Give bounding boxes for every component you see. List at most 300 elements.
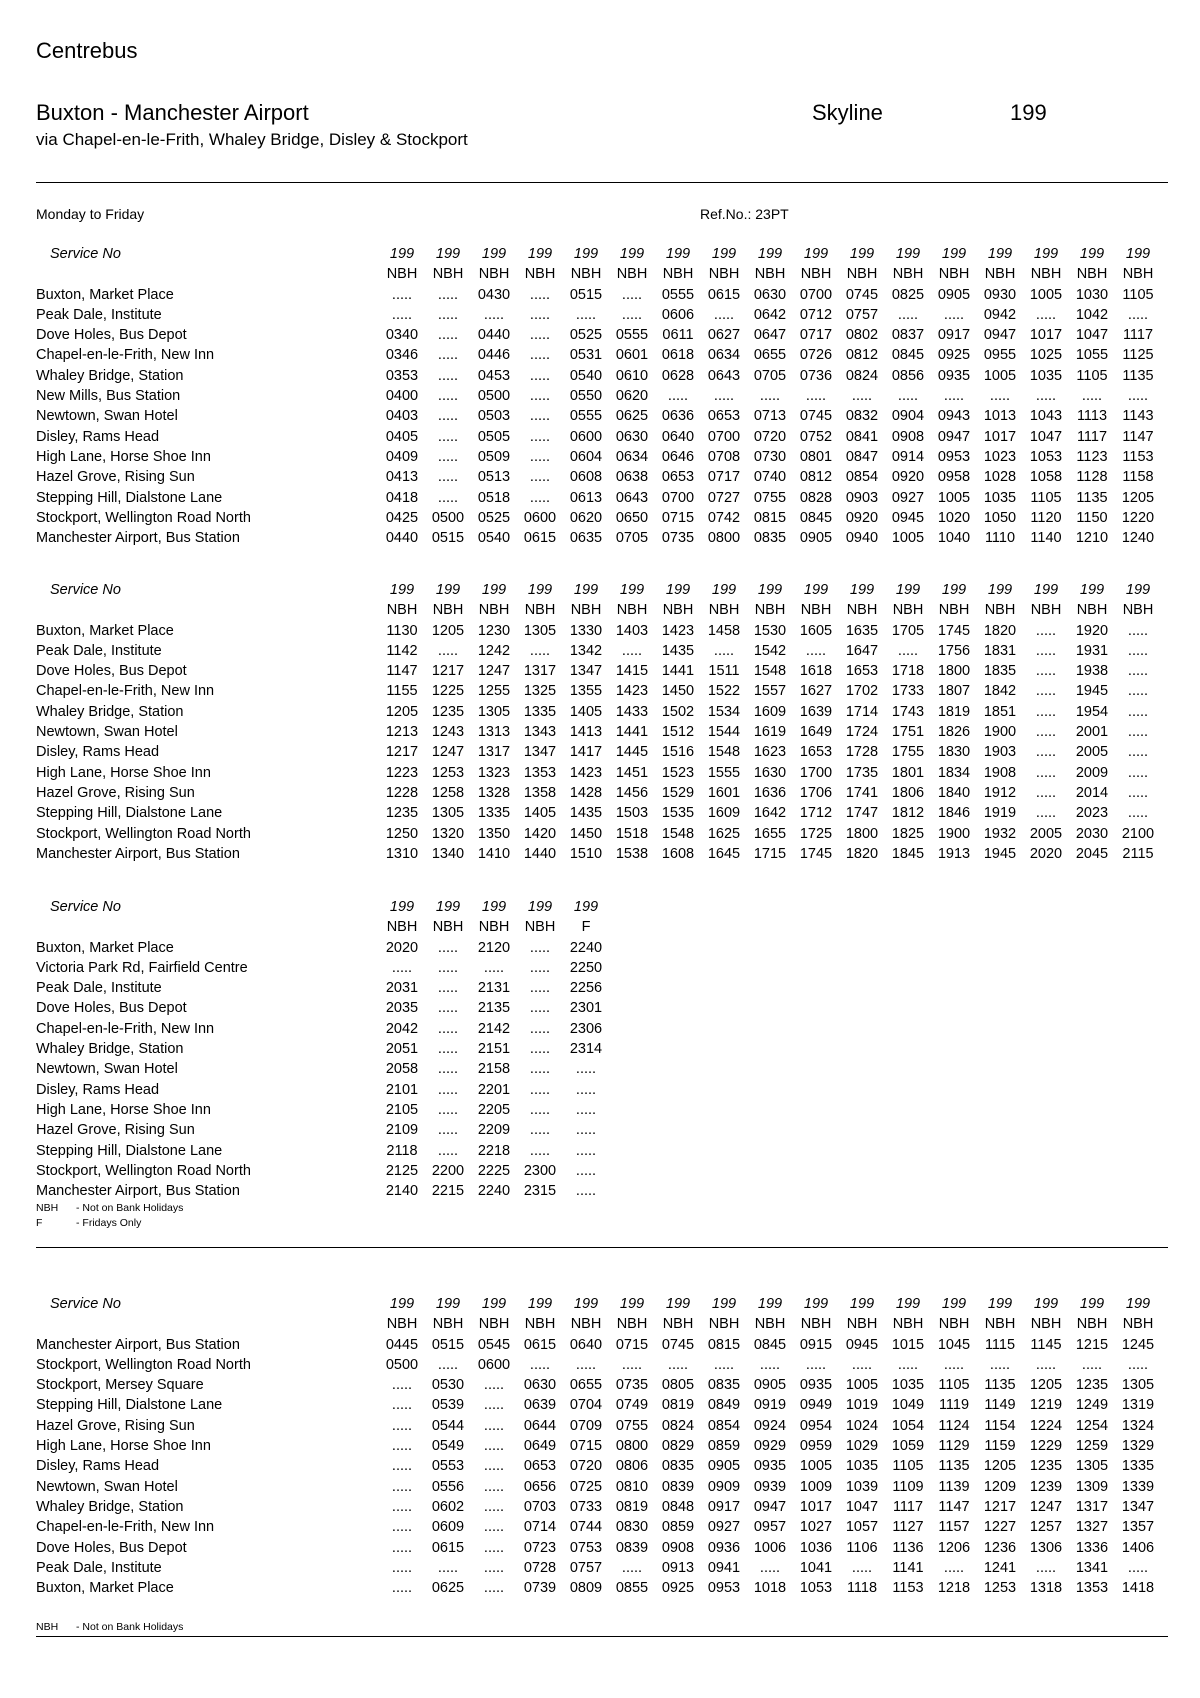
service-note: NBH [846,266,878,283]
time-cell: ..... [529,1000,551,1017]
service-note: NBH [432,602,464,619]
time-cell: 0717 [799,327,833,344]
time-cell: 1826 [937,724,971,741]
time-cell: 0700 [707,428,741,445]
time-cell: 1735 [845,764,879,781]
time-cell: 1353 [523,764,557,781]
service-note: NBH [1076,1316,1108,1333]
time-cell: ..... [529,939,551,956]
time-cell: 1050 [983,509,1017,526]
time-cell: ..... [391,1498,413,1515]
time-cell: 1342 [569,642,603,659]
time-cell: 0801 [799,448,833,465]
time-cell: ..... [621,286,643,303]
time-cell: ..... [483,1580,505,1597]
time-cell: 1518 [615,825,649,842]
time-cell: 1353 [1075,1580,1109,1597]
time-cell: 1235 [1029,1458,1063,1475]
time-cell: 1647 [845,642,879,659]
time-cell: 0905 [799,530,833,547]
time-cell: 1257 [1029,1519,1063,1536]
service-number: 199 [757,1296,783,1312]
time-cell: ..... [851,1356,873,1373]
time-cell: 0955 [983,347,1017,364]
time-cell: 1913 [937,845,971,862]
time-cell: 0539 [431,1397,465,1414]
time-cell: 1319 [1121,1397,1155,1414]
time-cell: ..... [943,306,965,323]
time-cell: 0644 [523,1417,557,1434]
time-cell: 2118 [386,1142,418,1159]
time-cell: 1355 [569,683,603,700]
time-cell: 1340 [431,845,465,862]
time-cell: 1403 [615,622,649,639]
time-cell: 1846 [937,805,971,822]
time-cell: 0908 [891,428,925,445]
stop-name: Whaley Bridge, Station [36,703,184,720]
stop-name: Peak Dale, Institute [36,642,162,659]
time-cell: 1054 [891,1417,925,1434]
time-cell: ..... [1035,683,1057,700]
time-cell: 0717 [707,469,741,486]
time-cell: 0819 [615,1498,649,1515]
time-cell: ..... [529,642,551,659]
stop-name: Dove Holes, Bus Depot [36,327,187,344]
service-note: NBH [524,602,556,619]
time-cell: 1020 [937,509,971,526]
service-number: 199 [1033,582,1059,598]
time-cell: 0555 [569,408,603,425]
time-cell: ..... [529,469,551,486]
stop-name: Buxton, Market Place [36,939,174,956]
time-cell: 0735 [661,530,695,547]
time-cell: 0655 [753,347,787,364]
time-cell: ..... [1127,642,1149,659]
time-cell: 0640 [661,428,695,445]
time-cell: 0720 [753,428,787,445]
route-title: Buxton - Manchester Airport [36,100,309,125]
time-cell: 0606 [661,306,695,323]
time-cell: ..... [575,1356,597,1373]
time-cell: 1113 [1076,408,1108,425]
time-cell: ..... [1035,663,1057,680]
time-cell: 0809 [569,1580,603,1597]
time-cell: 0800 [707,530,741,547]
time-cell: ..... [897,306,919,323]
time-cell: ..... [1127,764,1149,781]
stop-name: High Lane, Horse Shoe Inn [36,764,211,781]
stop-name: High Lane, Horse Shoe Inn [36,1101,211,1118]
service-note: NBH [432,919,464,936]
service-number: 199 [665,1296,691,1312]
time-cell: ..... [713,306,735,323]
time-cell: 0604 [569,448,603,465]
service-number: 199 [803,582,829,598]
time-cell: 1045 [937,1336,971,1353]
time-cell: ..... [437,1020,459,1037]
service-number: 199 [435,1296,461,1312]
time-cell: ..... [575,1101,597,1118]
time-cell: ..... [391,1539,413,1556]
service-note: NBH [938,266,970,283]
time-cell: 2240 [477,1183,511,1200]
service-note: NBH [892,602,924,619]
time-cell: ..... [621,642,643,659]
time-cell: 1530 [753,622,787,639]
time-cell: 1751 [891,724,925,741]
time-cell: 0835 [753,530,787,547]
time-cell: ..... [897,642,919,659]
time-cell: 1253 [983,1580,1017,1597]
time-cell: 1336 [1075,1539,1109,1556]
time-cell: ..... [483,1478,505,1495]
time-cell: 1529 [661,784,695,801]
time-cell: 1220 [1121,509,1155,526]
time-cell: 1155 [386,683,418,700]
time-cell: 0620 [615,388,649,405]
time-cell: 0936 [707,1539,741,1556]
time-cell: 1305 [523,622,557,639]
time-cell: 1150 [1076,509,1108,526]
time-cell: 0625 [615,408,649,425]
time-cell: 1130 [386,622,418,639]
time-cell: ..... [483,306,505,323]
time-cell: ..... [437,959,459,976]
time-cell: 0549 [431,1438,465,1455]
time-cell: 2031 [385,980,419,997]
time-cell: 1227 [983,1519,1017,1536]
time-cell: 1440 [523,845,557,862]
service-number: 199 [941,1296,967,1312]
time-cell: ..... [897,388,919,405]
service-note: NBH [570,1316,602,1333]
stop-name: Disley, Rams Head [36,428,160,445]
time-cell: 0917 [707,1498,741,1515]
time-cell: 1548 [661,825,695,842]
time-cell: ..... [667,388,689,405]
service-number: 199 [1033,246,1059,262]
time-cell: ..... [483,1498,505,1515]
time-cell: 2135 [477,1000,511,1017]
time-cell: ..... [1127,388,1149,405]
time-cell: 2314 [569,1041,603,1058]
time-cell: 1206 [937,1539,971,1556]
service-number: 199 [389,899,415,915]
time-cell: 0854 [707,1417,741,1434]
time-cell: 1005 [937,489,971,506]
time-cell: 1456 [615,784,649,801]
time-cell: ..... [529,1020,551,1037]
time-cell: 1534 [707,703,741,720]
time-cell: 0453 [477,367,511,384]
service-note: NBH [524,1316,556,1333]
service-number: 199 [711,582,737,598]
time-cell: 0757 [845,306,879,323]
time-cell: 1908 [983,764,1017,781]
time-cell: 1445 [615,744,649,761]
time-cell: 0856 [891,367,925,384]
time-cell: 1209 [983,1478,1017,1495]
time-cell: 1118 [846,1580,878,1597]
service-number: 199 [1125,582,1151,598]
time-cell: 2205 [477,1101,511,1118]
time-cell: 0509 [477,448,511,465]
time-cell: 0525 [477,509,511,526]
time-cell: 1458 [707,622,741,639]
time-cell: 2045 [1075,845,1109,862]
time-cell: 1420 [523,825,557,842]
time-cell: 1820 [983,622,1017,639]
time-cell: 0500 [385,1356,419,1373]
service-note: NBH [386,266,418,283]
time-cell: ..... [483,1377,505,1394]
time-cell: 1254 [1075,1417,1109,1434]
service-note: NBH [800,266,832,283]
time-cell: 1642 [753,805,787,822]
service-number: 199 [665,582,691,598]
time-cell: 1920 [1075,622,1109,639]
time-cell: ..... [391,1580,413,1597]
time-cell: ..... [437,939,459,956]
time-cell: 1714 [845,703,879,720]
time-cell: ..... [575,1142,597,1159]
time-cell: 1705 [891,622,925,639]
stop-name: Stepping Hill, Dialstone Lane [36,1397,223,1414]
time-cell: ..... [437,1061,459,1078]
time-cell: 1013 [983,408,1017,425]
divider-bottom [36,1636,1168,1637]
time-cell: 1005 [891,530,925,547]
time-cell: 1235 [385,805,419,822]
stop-name: Manchester Airport, Bus Station [36,845,240,862]
time-cell: 0515 [569,286,603,303]
time-cell: ..... [805,1356,827,1373]
time-cell: 0440 [477,327,511,344]
service-number: 199 [941,246,967,262]
time-cell: ..... [1035,306,1057,323]
service-note: NBH [800,602,832,619]
service-number: 199 [757,582,783,598]
time-cell: 0947 [753,1498,787,1515]
time-cell: 1745 [937,622,971,639]
time-cell: 1743 [891,703,925,720]
time-cell: 0636 [661,408,695,425]
time-cell: 0553 [431,1458,465,1475]
time-cell: ..... [1127,683,1149,700]
service-note: NBH [708,266,740,283]
time-cell: 1725 [799,825,833,842]
time-cell: 0634 [707,347,741,364]
stop-name: Chapel-en-le-Frith, New Inn [36,1020,215,1037]
service-number: 199 [849,246,875,262]
service-note: NBH [616,266,648,283]
time-cell: 1245 [1121,1336,1155,1353]
service-number: 199 [527,1296,553,1312]
time-cell: ..... [621,1356,643,1373]
time-cell: 0628 [661,367,695,384]
service-note: NBH [938,1316,970,1333]
time-cell: 1912 [983,784,1017,801]
time-cell: 0609 [431,1519,465,1536]
time-cell: ..... [621,1559,643,1576]
time-cell: 1619 [753,724,787,741]
time-cell: 1842 [983,683,1017,700]
time-cell: ..... [529,1356,551,1373]
stop-name: Hazel Grove, Rising Sun [36,1417,195,1434]
time-cell: ..... [391,1559,413,1576]
service-note: NBH [708,602,740,619]
time-cell: 1059 [891,1438,925,1455]
time-cell: 2009 [1075,764,1109,781]
service-number: 199 [895,582,921,598]
service-note: NBH [754,1316,786,1333]
time-cell: 1035 [983,489,1017,506]
time-cell: ..... [1127,306,1149,323]
time-cell: 0515 [431,1336,465,1353]
footnote-text: - Not on Bank Holidays [76,1202,184,1214]
service-note: NBH [892,1316,924,1333]
time-cell: 0700 [661,489,695,506]
time-cell: 0500 [477,388,511,405]
time-cell: 1441 [661,663,695,680]
time-cell: 1039 [845,1478,879,1495]
service-number: 199 [895,246,921,262]
time-cell: 1058 [1029,469,1063,486]
time-cell: 1523 [661,764,695,781]
time-cell: ..... [529,448,551,465]
time-cell: 1217 [983,1498,1017,1515]
time-cell: 0755 [615,1417,649,1434]
time-cell: 2256 [569,980,603,997]
time-cell: 1406 [1121,1539,1155,1556]
stop-name: Dove Holes, Bus Depot [36,663,187,680]
time-cell: 0835 [707,1377,741,1394]
time-cell: 0733 [569,1498,603,1515]
time-cell: 0752 [799,428,833,445]
time-cell: 0405 [385,428,419,445]
service-number: 199 [941,582,967,598]
time-cell: 1938 [1075,663,1109,680]
time-cell: ..... [1127,805,1149,822]
service-number: 199 [481,1296,507,1312]
service-note: NBH [386,919,418,936]
time-cell: ..... [1127,703,1149,720]
time-cell: 1435 [661,642,695,659]
time-cell: 1653 [845,663,879,680]
time-cell: 1005 [1029,286,1063,303]
time-cell: 0815 [707,1336,741,1353]
time-cell: ..... [391,1438,413,1455]
time-cell: 1511 [708,663,740,680]
time-cell: 2051 [385,1041,419,1058]
time-cell: ..... [529,1142,551,1159]
time-cell: ..... [391,1377,413,1394]
time-cell: ..... [437,1142,459,1159]
time-cell: 1247 [1029,1498,1063,1515]
service-number: 199 [619,246,645,262]
time-cell: 1145 [1030,1336,1062,1353]
time-cell: 0835 [661,1458,695,1475]
time-cell: 1210 [1075,530,1109,547]
time-cell: 0600 [477,1356,511,1373]
time-cell: 1305 [1075,1458,1109,1475]
stop-name: Hazel Grove, Rising Sun [36,1122,195,1139]
time-cell: ..... [483,1397,505,1414]
time-cell: ..... [1035,744,1057,761]
time-cell: 1410 [477,845,511,862]
service-number: 199 [1079,1296,1105,1312]
time-cell: 0824 [661,1417,695,1434]
time-cell: 1040 [937,530,971,547]
time-cell: 0615 [707,286,741,303]
service-note: NBH [478,266,510,283]
time-cell: 1225 [431,683,465,700]
time-cell: 1417 [569,744,603,761]
time-cell: ..... [529,1081,551,1098]
time-cell: ..... [391,1417,413,1434]
service-number: 199 [435,899,461,915]
time-cell: 0745 [845,286,879,303]
time-cell: 1042 [1075,306,1109,323]
service-number: 199 [573,1296,599,1312]
time-cell: 1635 [845,622,879,639]
time-cell: 1522 [707,683,741,700]
time-cell: 0945 [891,509,925,526]
time-cell: ..... [391,286,413,303]
service-number: 199 [1125,246,1151,262]
service-note: NBH [1030,1316,1062,1333]
stop-name: Stockport, Mersey Square [36,1377,204,1394]
time-cell: 0839 [661,1478,695,1495]
time-cell: 0642 [753,306,787,323]
stop-name: Disley, Rams Head [36,744,160,761]
service-note: NBH [1076,602,1108,619]
stop-name: Stockport, Wellington Road North [36,1162,251,1179]
time-cell: ..... [1035,784,1057,801]
service-number: 199 [849,582,875,598]
time-cell: 1247 [431,744,465,761]
time-cell: 0531 [569,347,603,364]
time-cell: 0815 [753,509,787,526]
service-note: NBH [1030,602,1062,619]
time-cell: 1653 [799,744,833,761]
stop-name: Peak Dale, Institute [36,306,162,323]
time-cell: 1153 [892,1580,924,1597]
time-cell: 1932 [983,825,1017,842]
service-number: 199 [803,1296,829,1312]
time-cell: 1306 [1029,1539,1063,1556]
time-cell: ..... [575,1183,597,1200]
time-cell: 1224 [1029,1417,1063,1434]
time-cell: ..... [1035,764,1057,781]
footnote-text: - Fridays Only [76,1217,142,1229]
time-cell: 1801 [891,764,925,781]
time-cell: 1538 [615,845,649,862]
time-cell: 1747 [845,805,879,822]
time-cell: 0540 [569,367,603,384]
time-cell: 1239 [1029,1478,1063,1495]
time-cell: 0615 [523,530,557,547]
service-note: NBH [938,602,970,619]
time-cell: 0924 [753,1417,787,1434]
time-cell: 0945 [845,1336,879,1353]
time-cell: 0839 [615,1539,649,1556]
time-cell: ..... [529,327,551,344]
time-cell: 0708 [707,448,741,465]
time-cell: 1405 [523,805,557,822]
time-cell: ..... [529,347,551,364]
time-cell: 0829 [661,1438,695,1455]
